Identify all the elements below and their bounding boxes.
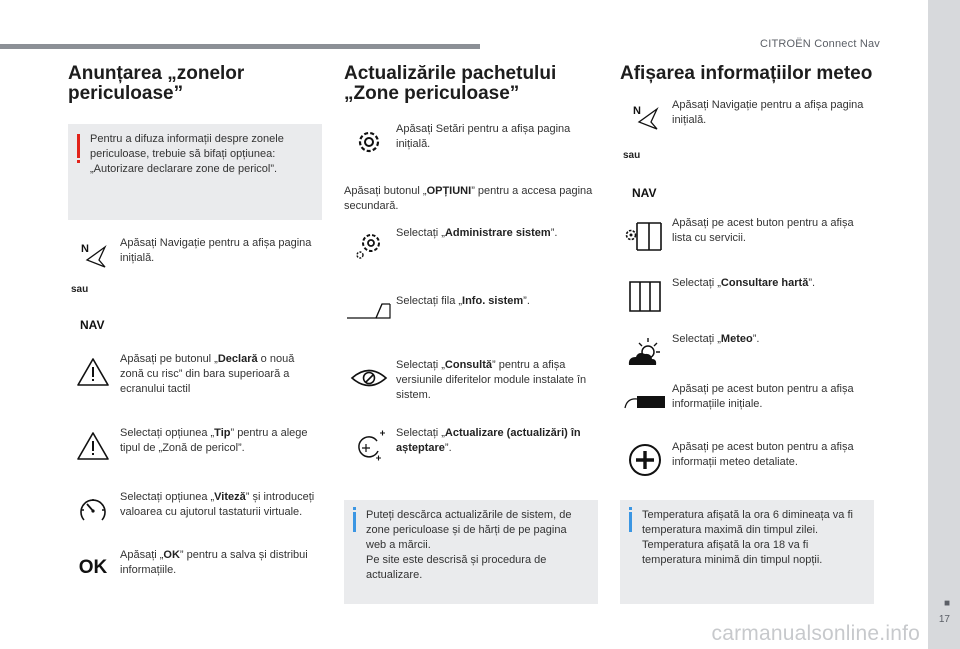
navigation-icon[interactable] (620, 98, 670, 138)
nav-button[interactable]: NAV (632, 186, 657, 200)
weather-section: Afișarea informațiilor meteo N Apăsați Navigație pentru a afișa pagina inițială. sau NAV Apăsați pe acest buton pentru a afișa lista cu servicii. Selectați „Consultare hartă”. Selectați „Meteo”. Apăsați pe acest buton pentru a afișa informațiile inițiale. Apăsați pe acest buton pentru a afișa informații meteo detaliate. Temperatura afișată la ora 6 dimineața va fi temperatura maximă din timpul zilei. Temperatura afișată la ora 18 va fi temperatura minimă din timpul nopții. (620, 64, 874, 84)
settings-gear-icon[interactable] (344, 122, 394, 162)
info-note-box: Temperatura afișată la ora 6 dimineața va fi temperatura maximă din timpul zilei. Temperatura afișată la ora 18 va fi temperatura minimă din timpul nopții. (620, 500, 874, 604)
danger-zones-section: Anunțarea „zonelor periculoase” Pentru a difuza informații despre zonele periculoase, trebuie să bifați opțiunea: „Autorizare declarare zone de pericol”. N Apăsați Navigație pentru a afișa pagina inițială. sau NAV Apăsați pe butonul „Declară o nouă zonă cu risc” din bara superioară a ecranului tactil Selectați opțiunea „Tip” pentru a alege tipul de „Zonă de pericol”. Selectați opțiunea „Viteză” și introduceți valoarea cu ajutorul tastaturii virtuale. OK Apăsați „OK” pentru a salva și distribui informațiile. (68, 64, 322, 104)
tab-icon[interactable] (344, 290, 394, 330)
section-title: Actualizările pachetului „Zone periculoase” (344, 63, 557, 104)
watermark: carmanualsonline.info (711, 622, 920, 645)
info-note-box: Puteți descărca actualizările de sistem, de zone periculoase și de hărți de pe pagina web a mărcii. Pe site este descrisă și procedura de actualizare. (344, 500, 598, 604)
temperature-bar-icon[interactable] (620, 382, 670, 422)
weather-icon[interactable] (620, 332, 670, 372)
danger-zones-updates-section: Actualizările pachetului „Zone periculoase” Apăsați Setări pentru a afișa pagina inițială. Apăsați butonul „OPȚIUNI” pentru a accesa pagina secundară. Selectați „Administrare sistem”. Selectați fila „Info. sistem”. Selectați „Consultă” pentru a afișa versiunile diferitelor module instalate în sistem. Selectați „Actualizare (actualizări) în așteptare”. Puteți descărca actualizările de sistem, de zone periculoase și de hărți de pe pagina web a mărcii. Pe site este descrisă și procedura de actualizare. (344, 64, 598, 104)
page-number: 17 (938, 614, 950, 625)
warning-triangle-icon[interactable] (68, 352, 118, 392)
section-title: Afișarea informațiilor meteo (620, 63, 873, 84)
map-icon[interactable] (620, 276, 670, 316)
speedometer-icon[interactable] (68, 490, 118, 530)
or-label: sau (623, 150, 641, 161)
header-rule (0, 44, 480, 49)
services-map-icon[interactable] (620, 216, 670, 256)
svg-text:N: N (633, 105, 641, 117)
navigation-icon[interactable] (68, 236, 118, 276)
section-title: Anunțarea „zonelor periculoase” (68, 63, 245, 104)
warning-exclamation-icon (77, 134, 80, 158)
warning-triangle-icon[interactable] (68, 426, 118, 466)
nav-button[interactable]: NAV (80, 318, 105, 332)
info-icon (353, 512, 356, 532)
svg-text:N: N (81, 243, 89, 255)
brand-label: CITROËN Connect Nav (760, 38, 880, 50)
warning-box: Pentru a difuza informații despre zonele periculoase, trebuie să bifați opțiunea: „Autorizare declarare zone de pericol”. (68, 124, 322, 220)
or-label: sau (71, 284, 89, 295)
step-options: Apăsați butonul „OPȚIUNI” pentru a accesa pagina secundară. (344, 185, 593, 212)
system-settings-icon[interactable] (344, 226, 394, 266)
eye-icon[interactable] (344, 358, 394, 398)
ok-button[interactable]: OK (78, 557, 108, 578)
page-sidebar (928, 0, 960, 649)
plus-circle-icon[interactable] (620, 440, 670, 480)
page-marker: ■ (943, 598, 950, 609)
info-icon (629, 512, 632, 532)
update-refresh-icon[interactable] (344, 426, 394, 466)
